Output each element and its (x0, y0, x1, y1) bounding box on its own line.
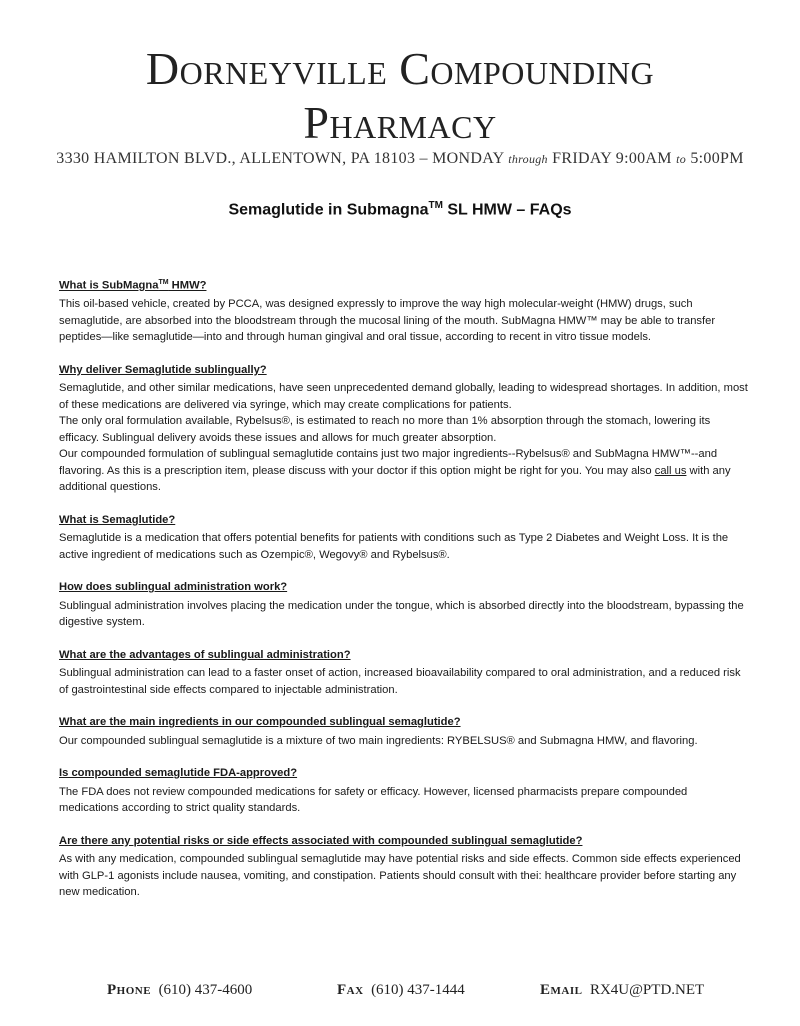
footer-phone (107, 982, 252, 999)
answer-text: with any additional questions. (59, 464, 731, 494)
faq-answer: Our compounded sublingual semaglutide is a mixture of two main ingredients: RYBELSUS® and Submagna HMW, and flavoring. (59, 734, 698, 747)
faq-main-ingredients (59, 714, 749, 749)
faq-question: Are there any potential risks or side effects associated with compounded sublingual semaglutide? (59, 834, 583, 847)
faq-answer: This oil-based vehicle, created by PCCA, was designed expressly to improve the way high molecular-weight (HMW) drugs, such semaglutide, are absorbed into the bloodstream through the mucosal lining of the mouth. SubMagna HMW™ may be able to transfer peptides—like semaglutide—into and through human gingival and oral tissue, according to recent in vitro tissue models. (59, 298, 716, 344)
email-value: RX4U@PTD.NET (589, 982, 705, 998)
title-text: Semaglutide in Submagna (228, 201, 429, 219)
faq-question: What are the main ingredients in our compounded sublingual semaglutide? (59, 716, 461, 729)
faq-fda-approved (59, 765, 749, 817)
faq-question: How does sublingual administration work? (59, 581, 288, 594)
faq-question: Is compounded semaglutide FDA-approved? (59, 767, 298, 780)
faq-answer (59, 446, 749, 496)
faq-risks-side-effects (59, 833, 749, 901)
faq-answer: Sublingual administration involves placing the medication under the tongue, which is absorbed directly into the bloodstream, bypassing the digestive system. (59, 599, 744, 629)
faq-question (59, 275, 749, 294)
faq-list (59, 275, 749, 917)
pharmacy-name-line1: Dorneyville Compounding (145, 43, 655, 94)
address-hours-end: 5:00PM (686, 150, 744, 167)
address-to: to (676, 152, 687, 166)
faq-question: What is Semaglutide? (59, 513, 176, 526)
call-us-link[interactable]: call us (654, 464, 687, 477)
address-hours-start: FRIDAY 9:00AM (547, 150, 677, 167)
faq-answer: The FDA does not review compounded medications for safety or efficacy. However, licensed pharmacists prepare compounded medications according to strict quality standards. (59, 785, 688, 815)
faq-question: Why deliver Semaglutide sublingually? (59, 363, 267, 376)
email-label: Email (540, 982, 583, 998)
faq-answer: Semaglutide, and other similar medications, have seen unprecedented demand globally, leading to widespread shortages. In addition, most of these medications are delivered via syringe, which may create complications for patients. (59, 382, 748, 411)
faq-question: What are the advantages of sublingual administration? (59, 648, 351, 661)
faq-answer: Semaglutide is a medication that offers potential benefits for patients with conditions such as Type 2 Diabetes and Weight Loss. It is the active ingredient of medications such as Ozempic®, Wegovy® and Rybelsus®. (59, 532, 729, 561)
address-hours (0, 150, 800, 168)
fax-label: Fax (337, 982, 364, 998)
faq-answer: The only oral formulation available, Rybelsus®, is estimated to reach no more than 1% absorption through the stomach, lowering its efficacy. Sublingual delivery avoids these issues and allows for much greater absorption. (59, 415, 711, 444)
faq-advantages (59, 647, 749, 699)
faq-what-is-semaglutide (59, 512, 749, 564)
fax-value: (610) 437-1444 (371, 982, 465, 998)
address-through: through (508, 152, 548, 166)
faq-why-sublingual (59, 362, 749, 496)
faq-answer: Sublingual administration can lead to a faster onset of action, increased bioavailability compared to oral administration, and a reduced risk of gastrointestinal side effects compared to injectable administration. (59, 667, 741, 696)
question-suffix: HMW? (168, 279, 207, 292)
phone-value: (610) 437-4600 (158, 982, 253, 998)
title-suffix: SL HMW – FAQs (442, 201, 572, 219)
phone-label: Phone (107, 982, 152, 998)
footer-email (540, 982, 704, 999)
question-trademark: TM (158, 279, 169, 286)
footer-fax (337, 982, 465, 999)
answer-text: Our compounded formulation of sublingual semaglutide contains just two major ingredients--Rybelsus® and SubMagna HMW™--and flavoring. As this is a prescription item, please discuss with your doctor if this option might be right for you. You may also (59, 448, 718, 477)
address-text: 3330 HAMILTON BLVD., ALLENTOWN, PA 18103 – MONDAY (56, 150, 509, 167)
title-trademark: TM (428, 200, 443, 211)
faq-what-is-submagna (59, 275, 749, 346)
question-text: What is SubMagna (59, 279, 159, 292)
pharmacy-name-line2: Pharmacy (303, 97, 497, 148)
faq-answer: As with any medication, compounded sublingual semaglutide may have potential risks and side effects. Common side effects experienced with GLP-1 agonists include nausea, vomiting, and constipation. Patients should consult with thei: healthcare provider before starting any new medication. (59, 853, 741, 899)
document-title (0, 200, 800, 219)
faq-how-sublingual-works (59, 579, 749, 631)
